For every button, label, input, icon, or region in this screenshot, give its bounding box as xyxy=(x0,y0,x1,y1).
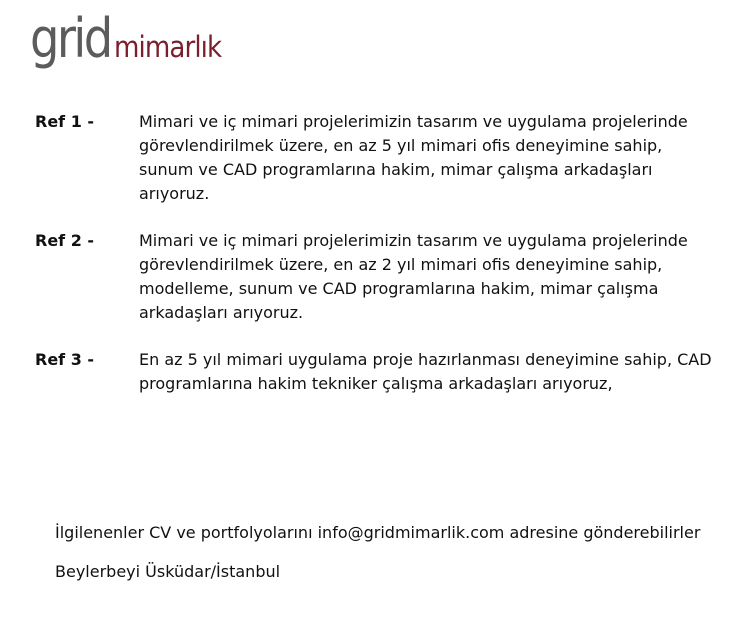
reference-description: Mimari ve iç mimari projelerimizin tasarım ve uygulama projelerinde görevlendirilmek üzere, en az 5 yıl mimari ofis deneyimine sahip, sunum ve CAD programlarına hakim, mimar çalışma arkadaşları arıyoruz. xyxy=(139,112,688,203)
address-line: Beylerbeyi Üsküdar/İstanbul xyxy=(55,562,281,581)
reference-label: Ref 1 - xyxy=(35,112,95,131)
contact-info: İlgilenenler CV ve portfolyolarını info@gridmimarlik.com adresine gönderebilirler xyxy=(55,523,701,542)
logo-text-grid: grid xyxy=(30,7,111,70)
job-reference-item xyxy=(35,229,725,325)
reference-label: Ref 3 - xyxy=(35,350,95,369)
job-reference-item xyxy=(35,110,725,206)
job-reference-item xyxy=(35,348,725,396)
company-logo xyxy=(30,7,233,78)
logo-text-mimarlik: mimarlık xyxy=(113,30,222,64)
reference-description: En az 5 yıl mimari uygulama proje hazırlanması deneyimine sahip, CAD programlarına hakim tekniker çalışma arkadaşları arıyoruz, xyxy=(139,350,712,393)
reference-description: Mimari ve iç mimari projelerimizin tasarım ve uygulama projelerinde görevlendirilmek üzere, en az 2 yıl mimari ofis deneyimine sahip, modelleme, sunum ve CAD programlarına hakim, mimar çalışma arkadaşları arıyoruz. xyxy=(139,231,688,322)
reference-label: Ref 2 - xyxy=(35,231,95,250)
job-reference-list xyxy=(35,110,725,419)
